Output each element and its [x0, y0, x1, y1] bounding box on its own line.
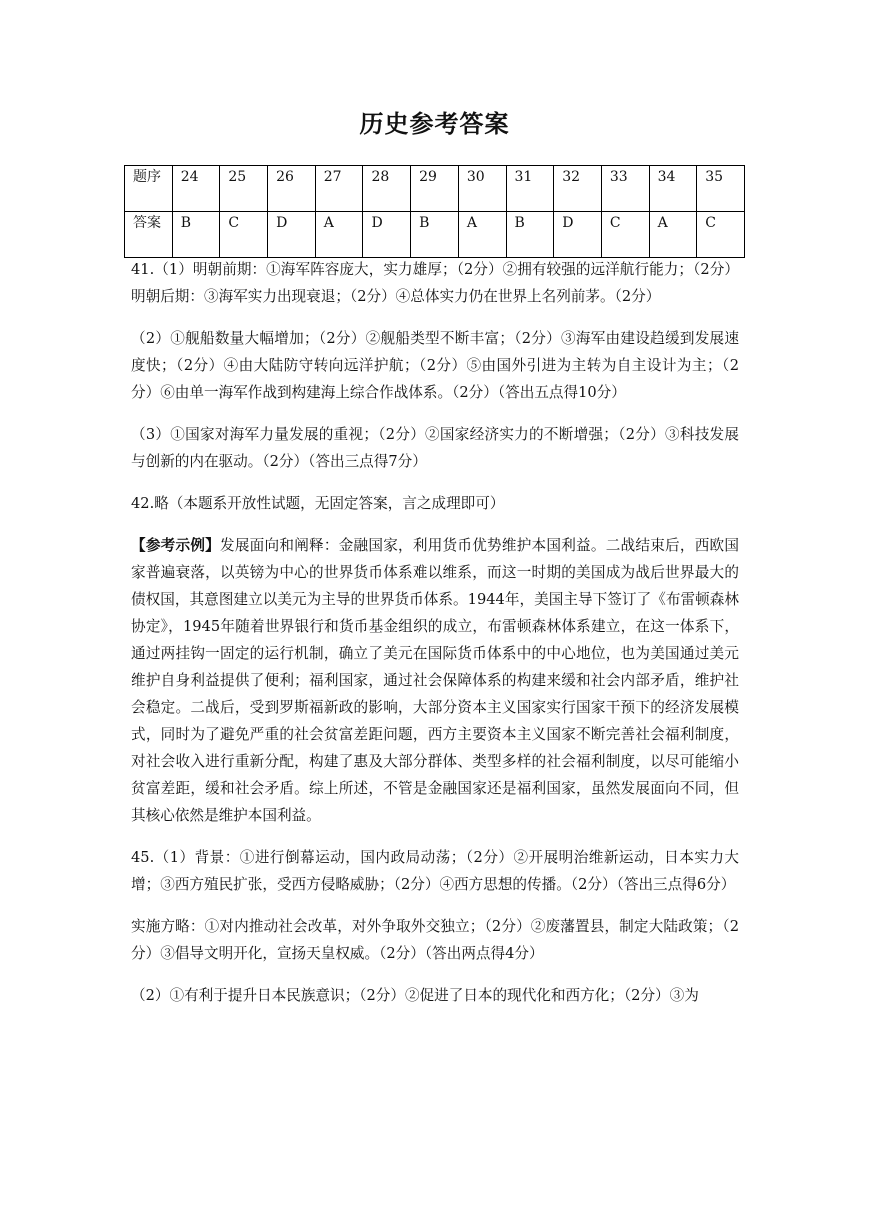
page-title: 历史参考答案: [359, 110, 510, 138]
answer-cell: B: [411, 212, 459, 258]
q42-intro: 42.略（本题系开放性试题，无固定答案，言之成理即可）: [131, 495, 505, 512]
table-row-numbers: [125, 166, 745, 212]
q41-part1: 41.（1）明朝前期：①海军阵容庞大，实力雄厚；（2分）②拥有较强的远洋航行能力；（2分）明朝后期：③海军实力出现衰退；（2分）④总体实力仍在世界上名列前茅。（2分）: [131, 261, 739, 305]
answer-cell: B: [172, 212, 220, 258]
q41-part3: （3）①国家对海军力量发展的重视；（2分）②国家经济实力的不断增强；（2分）③科技发展与创新的内在驱动。（2分）（答出三点得7分）: [131, 426, 739, 470]
answer-cell: A: [649, 212, 697, 258]
answer-cell: B: [506, 212, 554, 258]
number-cell: 33: [601, 166, 649, 212]
number-cell: 28: [363, 166, 411, 212]
answer-table: [124, 165, 745, 258]
number-cell: 35: [697, 166, 745, 212]
answer-cell: D: [363, 212, 411, 258]
header-label-cell: 题序: [125, 166, 173, 212]
table-row-answers: [125, 212, 745, 258]
answer-cell: D: [554, 212, 602, 258]
q41-part2: （2）①舰船数量大幅增加；（2分）②舰船类型不断丰富；（2分）③海军由建设趋缓到发展速度快；（2分）④由大陆防守转向远洋护航；（2分）⑤由国外引进为主转为自主设计为主；（2分）⑥由单一海军作战到构建海上综合作战体系。（2分）（答出五点得10分）: [131, 330, 739, 401]
number-cell: 31: [506, 166, 554, 212]
answer-cell: A: [458, 212, 506, 258]
q45-strategy: 实施方略：①对内推动社会改革，对外争取外交独立；（2分）②废藩置县，制定大陆政策；（2分）③倡导文明开化，宣扬天皇权威。（2分）（答出两点得4分）: [131, 918, 739, 962]
q45-part1: 45.（1）背景：①进行倒幕运动，国内政局动荡；（2分）②开展明治维新运动，日本实力大增；③西方殖民扩张，受西方侵略威胁；（2分）④西方思想的传播。（2分）（答出三点得6分）: [131, 849, 739, 893]
number-cell: 26: [268, 166, 316, 212]
q42-example: [131, 532, 739, 829]
number-cell: 27: [315, 166, 363, 212]
example-label: 【参考示例】: [131, 537, 221, 554]
answer-cell: C: [697, 212, 745, 258]
number-cell: 32: [554, 166, 602, 212]
number-cell: 24: [172, 166, 220, 212]
number-cell: 29: [411, 166, 459, 212]
number-cell: 25: [220, 166, 268, 212]
answer-cell: C: [220, 212, 268, 258]
answer-cell: C: [601, 212, 649, 258]
q45-part2: （2）①有利于提升日本民族意识；（2分）②促进了日本的现代化和西方化；（2分）③为: [131, 987, 699, 1004]
answer-cell: A: [315, 212, 363, 258]
number-cell: 34: [649, 166, 697, 212]
answer-label-cell: 答案: [125, 212, 173, 258]
number-cell: 30: [458, 166, 506, 212]
answer-content: [131, 256, 739, 1024]
answer-cell: D: [268, 212, 316, 258]
example-text: 发展面向和阐释：金融国家，利用货币优势维护本国利益。二战结束后，西欧国家普遍衰落，以英镑为中心的世界货币体系难以维系，而这一时期的美国成为战后世界最大的债权国，其意图建立以美元为主导的世界货币体系。1944年，美国主导下签订了《布雷顿森林协定》，1945年随着世界银行和货币基金组织的成立，布雷顿森林体系建立，在这一体系下，通过两挂钩一固定的运行机制，确立了美元在国际货币体系中的中心地位，也为美国通过美元维护自身利益提供了便利；福利国家，通过社会保障体系的构建来缓和社会内部矛盾，维护社会稳定。二战后，受到罗斯福新政的影响，大部分资本主义国家实行国家干预下的经济发展模式，同时为了避免严重的社会贫富差距问题，西方主要资本主义国家不断完善社会福利制度，对社会收入进行重新分配，构建了惠及大部分群体、类型多样的社会福利制度，以尽可能缩小贫富差距，缓和社会矛盾。综上所述，不管是金融国家还是福利国家，虽然发展面向不同，但其核心依然是维护本国利益。: [131, 537, 739, 824]
